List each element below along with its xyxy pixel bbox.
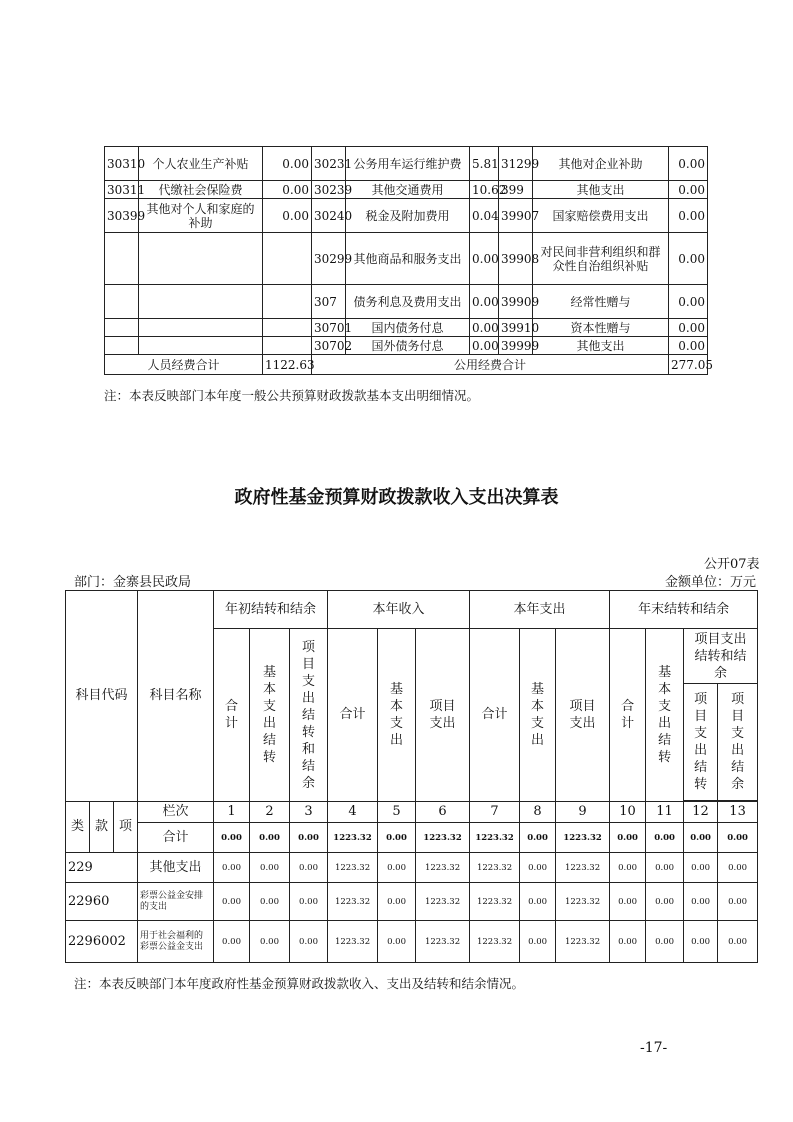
top-cell-num: 0.00 [470, 319, 499, 337]
total-value: 0.00 [214, 823, 250, 853]
total-value: 0.00 [290, 823, 328, 853]
top-cell-num: 0.00 [669, 199, 708, 233]
top-cell-name: 其他对个人和家庭的补助 [139, 199, 263, 233]
row-value: 0.00 [520, 883, 556, 921]
top-cell-code: 39910 [499, 319, 533, 337]
fund-budget-table [65, 590, 758, 963]
top-cell-name: 税金及附加费用 [346, 199, 470, 233]
row-value: 1223.32 [556, 921, 610, 963]
top-cell-name [139, 319, 263, 337]
row-value: 0.00 [214, 883, 250, 921]
row-value: 1223.32 [470, 853, 520, 883]
row-value: 1223.32 [328, 883, 378, 921]
total-public-value: 277.05 [669, 355, 708, 375]
row-value: 0.00 [610, 883, 646, 921]
row-value: 0.00 [718, 883, 758, 921]
header-current-expense: 本年支出 [470, 591, 610, 629]
total-value: 1223.32 [470, 823, 520, 853]
top-table-note: 注：本表反映部门本年度一般公共预算财政拨款基本支出明细情况。 [104, 388, 480, 403]
row-value: 1223.32 [470, 883, 520, 921]
row-value: 0.00 [684, 883, 718, 921]
top-cell-name [139, 233, 263, 285]
header-g4-project-carry: 项目支出结转 [684, 684, 718, 801]
table-row [66, 921, 758, 963]
page-number: -17- [640, 1040, 668, 1056]
total-value: 0.00 [684, 823, 718, 853]
top-cell-name: 公务用车运行维护费 [346, 147, 470, 181]
top-cell-name: 个人农业生产补贴 [139, 147, 263, 181]
header-current-income: 本年收入 [328, 591, 470, 629]
department-label: 部门：金寨县民政局 [74, 575, 192, 590]
row-value: 0.00 [378, 883, 416, 921]
top-cell-name: 其他商品和服务支出 [346, 233, 470, 285]
row-value: 1223.32 [328, 921, 378, 963]
col-number: 7 [470, 802, 520, 823]
row-value: 0.00 [290, 883, 328, 921]
row-value: 0.00 [214, 853, 250, 883]
row-code: 2296002 [66, 921, 138, 963]
header-g4-project: 项目支出结转和结余 [684, 629, 758, 684]
header-g3-total: 合计 [470, 629, 520, 802]
total-personnel-label: 人员经费合计 [105, 355, 263, 375]
top-cell-num: 0.00 [263, 147, 312, 181]
col-number: 8 [520, 802, 556, 823]
top-cell-num: 0.00 [669, 337, 708, 355]
row-value: 1223.32 [416, 883, 470, 921]
top-cell-code: 31299 [499, 147, 533, 181]
row-value: 0.00 [684, 921, 718, 963]
top-cell-code: 30310 [105, 147, 139, 181]
header-g3-basic: 基本支出 [520, 629, 556, 802]
header-g1-total: 合计 [214, 629, 250, 802]
total-public-label: 公用经费合计 [312, 355, 669, 375]
col-number: 5 [378, 802, 416, 823]
col-number: 13 [718, 802, 758, 823]
top-cell-code: 30231 [312, 147, 346, 181]
row-value: 0.00 [250, 883, 290, 921]
total-value: 0.00 [718, 823, 758, 853]
header-g4-project-surplus: 项目支出结余 [718, 684, 758, 801]
top-cell-code: 30240 [312, 199, 346, 233]
total-value: 0.00 [250, 823, 290, 853]
top-cell-code: 30299 [312, 233, 346, 285]
top-cell-code: 39907 [499, 199, 533, 233]
top-cell-num: 5.81 [470, 147, 499, 181]
top-cell-code [105, 285, 139, 319]
col-number: 11 [646, 802, 684, 823]
row-value: 0.00 [378, 921, 416, 963]
top-cell-code: 39908 [499, 233, 533, 285]
col-number: 2 [250, 802, 290, 823]
top-cell-name: 资本性赠与 [533, 319, 669, 337]
col-number: 4 [328, 802, 378, 823]
top-cell-code [105, 233, 139, 285]
top-cell-name: 国家赔偿费用支出 [533, 199, 669, 233]
top-cell-num: 0.00 [669, 233, 708, 285]
row-value: 0.00 [610, 853, 646, 883]
row-value: 1223.32 [416, 921, 470, 963]
top-cell-name: 其他对企业补助 [533, 147, 669, 181]
top-table-row [105, 285, 708, 319]
row-value: 0.00 [718, 921, 758, 963]
top-cell-code [105, 337, 139, 355]
row-value: 1223.32 [416, 853, 470, 883]
unit-label: 金额单位：万元 [665, 575, 757, 590]
top-cell-name [139, 337, 263, 355]
basic-expenditure-table [104, 146, 713, 375]
row-value: 0.00 [718, 853, 758, 883]
top-cell-code: 30702 [312, 337, 346, 355]
top-cell-code: 30701 [312, 319, 346, 337]
total-value: 1223.32 [328, 823, 378, 853]
top-cell-num [263, 337, 312, 355]
row-value: 0.00 [646, 883, 684, 921]
row-value: 0.00 [214, 921, 250, 963]
header-g4-total: 合计 [610, 629, 646, 802]
row-value: 0.00 [250, 921, 290, 963]
total-row-label: 合计 [138, 823, 214, 853]
row-value: 0.00 [520, 853, 556, 883]
total-value: 0.00 [610, 823, 646, 853]
top-cell-name [139, 285, 263, 319]
top-cell-code [105, 319, 139, 337]
row-value: 0.00 [520, 921, 556, 963]
col-number: 10 [610, 802, 646, 823]
top-cell-num: 0.04 [470, 199, 499, 233]
header-g1-project: 项目支出结转和结余 [290, 629, 328, 802]
top-table-total-row [105, 355, 708, 375]
top-table-row [105, 181, 708, 199]
row-value: 1223.32 [556, 883, 610, 921]
page-title: 政府性基金预算财政拨款收入支出决算表 [234, 487, 559, 508]
row-value: 0.00 [646, 853, 684, 883]
row-value: 0.00 [290, 853, 328, 883]
total-value: 0.00 [646, 823, 684, 853]
header-g4-basic: 基本支出结转 [646, 629, 684, 802]
row-value: 1223.32 [470, 921, 520, 963]
header-g2-basic: 基本支出 [378, 629, 416, 802]
top-cell-num [263, 319, 312, 337]
top-cell-code: 399 [499, 181, 533, 199]
top-cell-name: 其他支出 [533, 337, 669, 355]
row-value: 0.00 [684, 853, 718, 883]
top-cell-name: 对民间非营利组织和群众性自治组织补贴 [533, 233, 669, 285]
row-value: 0.00 [250, 853, 290, 883]
total-personnel-value: 1122.63 [263, 355, 312, 375]
top-cell-name: 国内债务付息 [346, 319, 470, 337]
top-cell-num: 0.00 [470, 337, 499, 355]
form-code: 公开07表 [704, 557, 760, 572]
col-number: 6 [416, 802, 470, 823]
top-cell-name: 国外债务付息 [346, 337, 470, 355]
top-cell-num [263, 233, 312, 285]
top-table-row [105, 147, 708, 181]
col-number: 3 [290, 802, 328, 823]
top-cell-name: 债务利息及费用支出 [346, 285, 470, 319]
header-g2-total: 合计 [328, 629, 378, 802]
header-xiang: 项 [114, 802, 138, 853]
top-cell-num [263, 285, 312, 319]
header-lei: 类 [66, 802, 90, 853]
row-name: 彩票公益金安排的支出 [138, 883, 214, 921]
top-cell-code: 30399 [105, 199, 139, 233]
header-g3-project: 项目支出 [556, 629, 610, 802]
col-number: 9 [556, 802, 610, 823]
top-cell-code: 30239 [312, 181, 346, 199]
total-value: 1223.32 [416, 823, 470, 853]
row-value: 0.00 [290, 921, 328, 963]
row-code: 229 [66, 853, 138, 883]
table-row [66, 853, 758, 883]
top-cell-code: 30311 [105, 181, 139, 199]
top-cell-num: 10.62 [470, 181, 499, 199]
header-name: 科目名称 [138, 591, 214, 802]
header-lanci: 栏次 [138, 802, 214, 823]
top-cell-name: 其他支出 [533, 181, 669, 199]
row-value: 0.00 [646, 921, 684, 963]
row-value: 0.00 [378, 853, 416, 883]
top-cell-num: 0.00 [669, 147, 708, 181]
top-cell-name: 其他交通费用 [346, 181, 470, 199]
top-cell-num: 0.00 [669, 285, 708, 319]
col-number: 1 [214, 802, 250, 823]
total-value: 0.00 [520, 823, 556, 853]
top-table-row [105, 233, 708, 285]
top-cell-num: 0.00 [470, 233, 499, 285]
bottom-table-note: 注：本表反映部门本年度政府性基金预算财政拨款收入、支出及结转和结余情况。 [74, 976, 525, 991]
top-cell-num: 0.00 [263, 199, 312, 233]
row-value: 1223.32 [328, 853, 378, 883]
top-table-row [105, 319, 708, 337]
header-g1-basic: 基本支出结转 [250, 629, 290, 802]
row-value: 1223.32 [556, 853, 610, 883]
header-g2-project: 项目支出 [416, 629, 470, 802]
header-closing-balance: 年末结转和结余 [610, 591, 758, 629]
row-name: 用于社会福利的彩票公益金支出 [138, 921, 214, 963]
top-cell-num: 0.00 [263, 181, 312, 199]
col-number: 12 [684, 802, 718, 823]
top-cell-name: 代缴社会保险费 [139, 181, 263, 199]
top-cell-code: 307 [312, 285, 346, 319]
row-name: 其他支出 [138, 853, 214, 883]
row-value: 0.00 [610, 921, 646, 963]
table-row [66, 883, 758, 921]
total-value: 1223.32 [556, 823, 610, 853]
top-cell-name: 经常性赠与 [533, 285, 669, 319]
header-code: 科目代码 [66, 591, 138, 802]
top-cell-num: 0.00 [669, 319, 708, 337]
top-table-row [105, 337, 708, 355]
top-cell-num: 0.00 [669, 181, 708, 199]
top-table-row [105, 199, 708, 233]
top-cell-code: 39999 [499, 337, 533, 355]
header-kuan: 款 [90, 802, 114, 853]
header-opening-balance: 年初结转和结余 [214, 591, 328, 629]
row-code: 22960 [66, 883, 138, 921]
top-cell-num: 0.00 [470, 285, 499, 319]
top-cell-code: 39909 [499, 285, 533, 319]
total-value: 0.00 [378, 823, 416, 853]
